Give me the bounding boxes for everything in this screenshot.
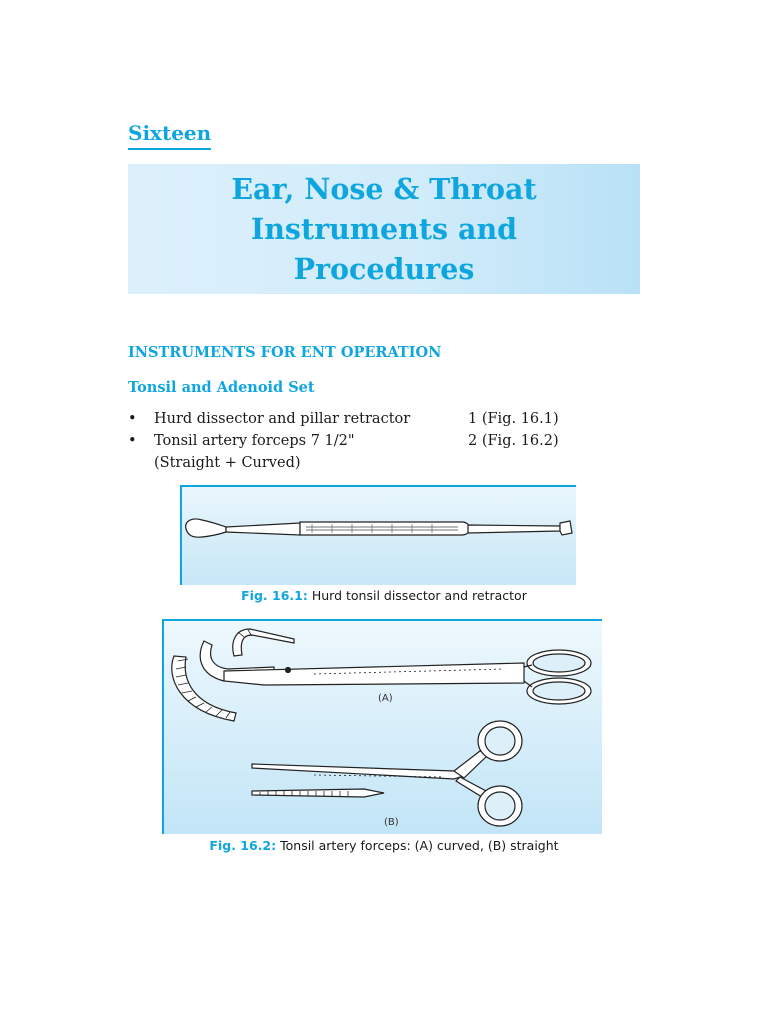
chapter-title-line: Instruments and (250, 212, 518, 246)
instrument-list (128, 408, 588, 452)
section-heading: INSTRUMENTS FOR ENT OPERATION (128, 344, 442, 361)
subsection-heading: Tonsil and Adenoid Set (128, 379, 315, 396)
list-item (128, 430, 588, 452)
chapter-label: Sixteen (128, 120, 211, 150)
figure-number: Fig. 16.2: (209, 838, 277, 853)
figure-caption-text: Hurd tonsil dissector and retractor (307, 588, 527, 603)
figure-caption (0, 838, 768, 853)
instrument-name: Hurd dissector and pillar retractor (154, 411, 411, 427)
bullet: • (128, 411, 137, 427)
instrument-name: Tonsil artery forceps 7 1/2" (154, 433, 355, 449)
figure-caption-text: Tonsil artery forceps: (A) curved, (B) straight (276, 838, 559, 853)
list-item (128, 408, 588, 430)
figure-16-2 (162, 619, 602, 834)
chapter-title (231, 169, 536, 289)
instrument-ref: 2 (Fig. 16.2) (468, 433, 559, 449)
figure-number: Fig. 16.1: (241, 588, 308, 603)
list-item-continuation: (Straight + Curved) (154, 455, 301, 471)
chapter-title-line: Ear, Nose & Throat (231, 172, 537, 206)
tonsil-artery-forceps-illustration (164, 621, 602, 834)
figure-caption (0, 588, 768, 603)
chapter-title-box (128, 164, 640, 294)
figure-sublabel-a: (A) (378, 693, 393, 704)
figure-sublabel-b: (B) (384, 817, 399, 828)
bullet: • (128, 433, 137, 449)
chapter-title-line: Procedures (293, 252, 475, 286)
hurd-dissector-illustration (182, 487, 576, 585)
instrument-ref: 1 (Fig. 16.1) (468, 411, 559, 427)
figure-16-1 (180, 485, 576, 585)
